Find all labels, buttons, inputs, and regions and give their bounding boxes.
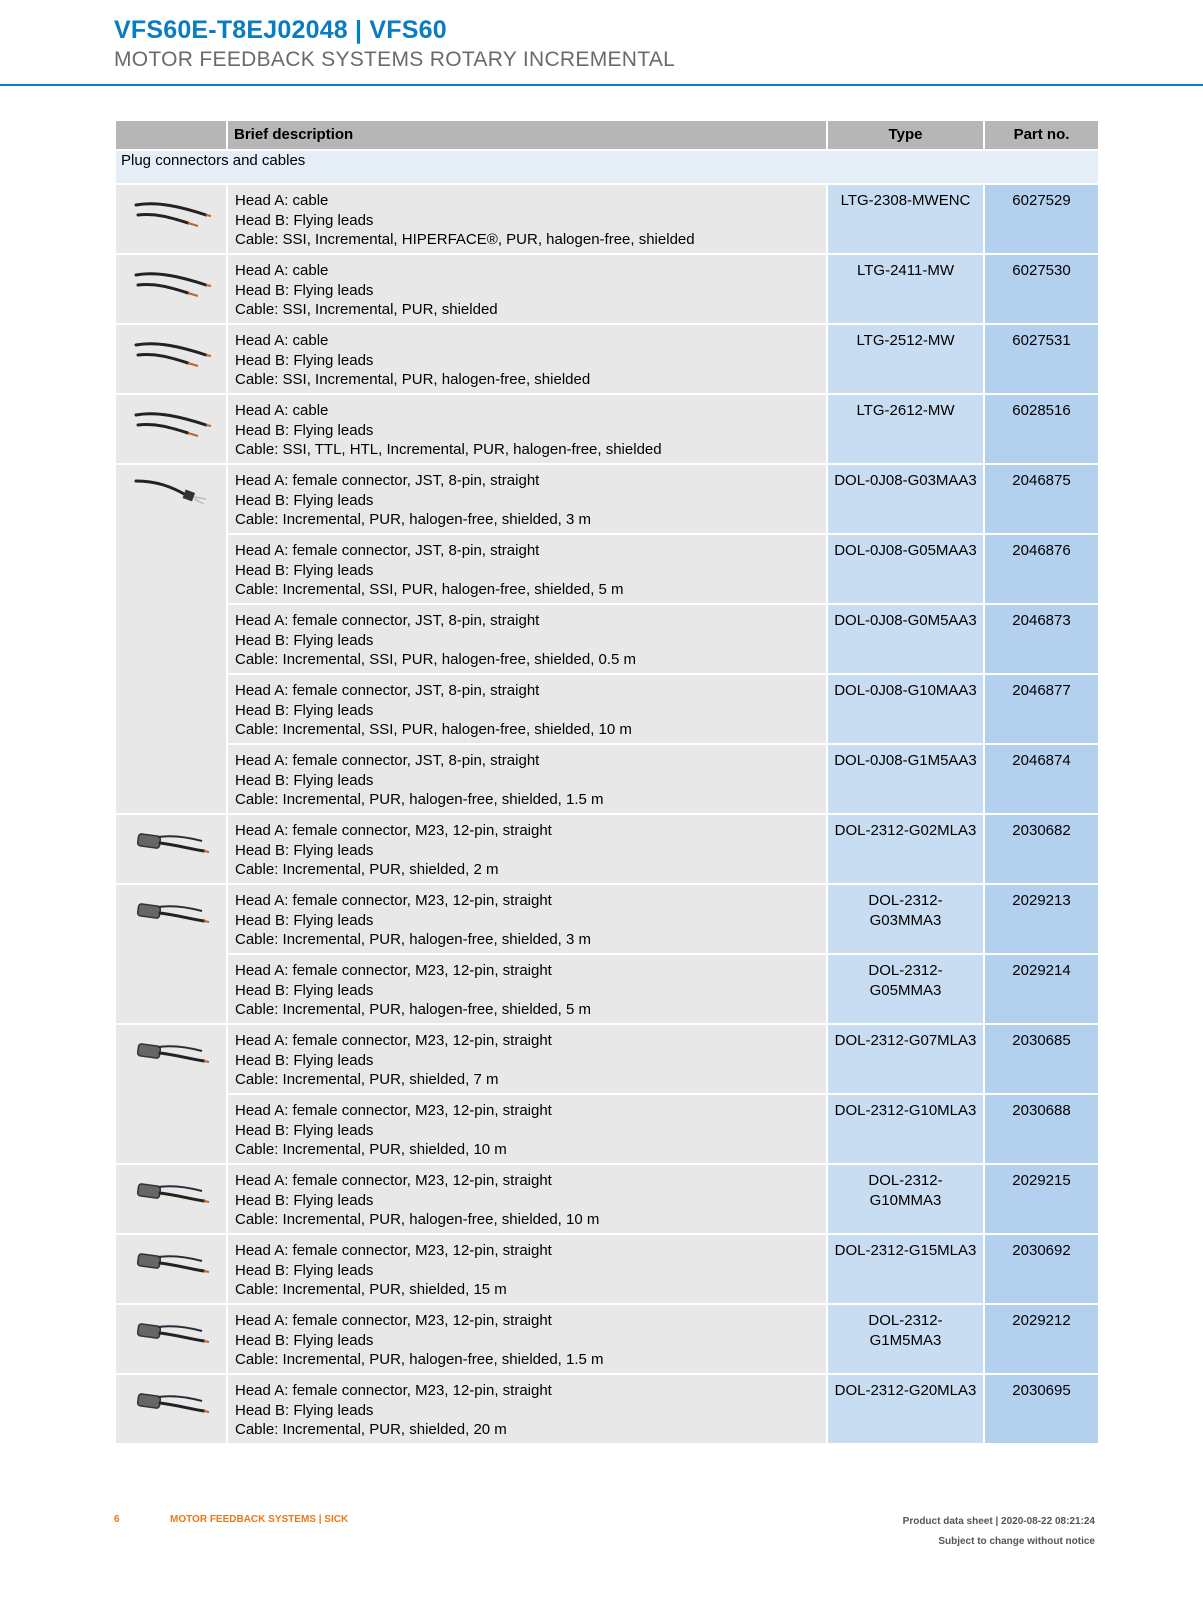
product-image-cell — [115, 464, 227, 814]
page-header — [114, 16, 675, 72]
description-cell — [227, 1024, 827, 1094]
part-number-cell: 2030688 — [984, 1094, 1099, 1164]
head-b-text: Head B: Flying leads — [235, 1401, 374, 1419]
head-b-text: Head B: Flying leads — [235, 561, 374, 579]
accessories-table — [114, 119, 1100, 1445]
cable-text: Cable: Incremental, SSI, PUR, halogen-free, shielded, 10 m — [235, 721, 632, 738]
cable-text: Cable: Incremental, PUR, shielded, 2 m — [235, 861, 499, 878]
table-row — [115, 604, 1099, 674]
table-row — [115, 954, 1099, 1024]
cable-text: Cable: SSI, Incremental, HIPERFACE®, PUR, halogen-free, shielded — [235, 231, 695, 248]
footer-brand: MOTOR FEEDBACK SYSTEMS | SICK — [170, 1514, 349, 1525]
part-number-cell: 2030685 — [984, 1024, 1099, 1094]
cable-text: Cable: Incremental, SSI, PUR, halogen-free, shielded, 0.5 m — [235, 651, 637, 668]
head-b-text: Head B: Flying leads — [235, 1261, 374, 1279]
type-cell: DOL-2312- G05MMA3 — [827, 954, 984, 1024]
type-cell: LTG-2512-MW — [827, 324, 984, 394]
table-row — [115, 534, 1099, 604]
cable-flying-leads-icon — [132, 263, 212, 309]
header-type: Type — [827, 120, 984, 150]
m23-connector-cable-icon — [132, 1313, 212, 1359]
product-image-cell — [115, 1024, 227, 1164]
table-row — [115, 184, 1099, 254]
cable-text: Cable: Incremental, PUR, shielded, 15 m — [235, 1281, 507, 1298]
table-row — [115, 464, 1099, 534]
cable-flying-leads-icon — [132, 333, 212, 379]
table-row — [115, 744, 1099, 814]
head-a-text: Head A: female connector, JST, 8-pin, straight — [235, 682, 540, 699]
part-number-cell: 6027530 — [984, 254, 1099, 324]
description-cell — [227, 954, 827, 1024]
table-row — [115, 1374, 1099, 1444]
description-cell — [227, 744, 827, 814]
part-number-cell: 2046873 — [984, 604, 1099, 674]
head-b-text: Head B: Flying leads — [235, 841, 374, 859]
table-row — [115, 1094, 1099, 1164]
page-subtitle: MOTOR FEEDBACK SYSTEMS ROTARY INCREMENTAL — [114, 48, 676, 71]
description-cell — [227, 1234, 827, 1304]
product-image-cell — [115, 814, 227, 884]
head-a-text: Head A: female connector, M23, 12-pin, straight — [235, 1172, 552, 1189]
type-cell: DOL-2312-G20MLA3 — [827, 1374, 984, 1444]
header-divider — [0, 84, 1203, 86]
product-image-cell — [115, 394, 227, 464]
type-cell: DOL-2312-G07MLA3 — [827, 1024, 984, 1094]
description-cell — [227, 604, 827, 674]
section-title: Plug connectors and cables — [115, 150, 1099, 184]
footer-notice: Subject to change without notice — [938, 1536, 1095, 1547]
description-cell — [227, 1164, 827, 1234]
description-cell — [227, 254, 827, 324]
type-cell: LTG-2411-MW — [827, 254, 984, 324]
product-image-cell — [115, 1374, 227, 1444]
table-row — [115, 814, 1099, 884]
head-a-text: Head A: cable — [235, 332, 329, 349]
m23-connector-cable-icon — [132, 1243, 212, 1289]
description-cell — [227, 394, 827, 464]
type-cell: DOL-0J08-G0M5AA3 — [827, 604, 984, 674]
part-number-cell: 2046876 — [984, 534, 1099, 604]
head-a-text: Head A: female connector, M23, 12-pin, straight — [235, 1312, 552, 1329]
head-b-text: Head B: Flying leads — [235, 771, 374, 789]
footer-sheet-info: Product data sheet | 2020-08-22 08:21:24 — [902, 1516, 1095, 1527]
head-b-text: Head B: Flying leads — [235, 421, 374, 439]
head-b-text: Head B: Flying leads — [235, 1191, 374, 1209]
part-number-cell: 2029213 — [984, 884, 1099, 954]
description-cell — [227, 884, 827, 954]
m23-connector-cable-icon — [132, 893, 212, 939]
part-number-cell: 2046877 — [984, 674, 1099, 744]
head-a-text: Head A: female connector, M23, 12-pin, straight — [235, 1102, 552, 1119]
type-cell: LTG-2612-MW — [827, 394, 984, 464]
page-number: 6 — [114, 1514, 120, 1525]
cable-text: Cable: Incremental, SSI, PUR, halogen-free, shielded, 5 m — [235, 581, 624, 598]
header-image-cell — [115, 120, 227, 150]
head-b-text: Head B: Flying leads — [235, 1121, 374, 1139]
m23-connector-cable-icon — [132, 1173, 212, 1219]
type-cell: DOL-0J08-G03MAA3 — [827, 464, 984, 534]
header-description: Brief description — [227, 120, 827, 150]
head-b-text: Head B: Flying leads — [235, 701, 374, 719]
head-a-text: Head A: female connector, M23, 12-pin, straight — [235, 962, 552, 979]
type-cell: DOL-0J08-G1M5AA3 — [827, 744, 984, 814]
type-cell: DOL-2312-G15MLA3 — [827, 1234, 984, 1304]
head-a-text: Head A: female connector, JST, 8-pin, straight — [235, 542, 540, 559]
product-image-cell — [115, 884, 227, 1024]
table-row — [115, 1304, 1099, 1374]
table-row — [115, 394, 1099, 464]
head-b-text: Head B: Flying leads — [235, 911, 374, 929]
head-a-text: Head A: female connector, M23, 12-pin, straight — [235, 892, 552, 909]
head-b-text: Head B: Flying leads — [235, 211, 374, 229]
cable-text: Cable: SSI, Incremental, PUR, shielded — [235, 301, 498, 318]
type-cell: LTG-2308-MWENC — [827, 184, 984, 254]
description-cell — [227, 1374, 827, 1444]
jst-connector-cable-icon — [132, 473, 212, 519]
head-b-text: Head B: Flying leads — [235, 1051, 374, 1069]
m23-connector-cable-icon — [132, 1383, 212, 1429]
table-row — [115, 324, 1099, 394]
table-row — [115, 884, 1099, 954]
description-cell — [227, 1094, 827, 1164]
cable-flying-leads-icon — [132, 403, 212, 449]
head-a-text: Head A: cable — [235, 192, 329, 209]
description-cell — [227, 674, 827, 744]
head-a-text: Head A: female connector, M23, 12-pin, straight — [235, 1032, 552, 1049]
head-b-text: Head B: Flying leads — [235, 281, 374, 299]
part-number-cell: 6027529 — [984, 184, 1099, 254]
description-cell — [227, 324, 827, 394]
cable-text: Cable: Incremental, PUR, halogen-free, shielded, 1.5 m — [235, 1351, 604, 1368]
head-a-text: Head A: female connector, JST, 8-pin, straight — [235, 472, 540, 489]
cable-text: Cable: Incremental, PUR, shielded, 7 m — [235, 1071, 499, 1088]
cable-text: Cable: Incremental, PUR, halogen-free, shielded, 5 m — [235, 1001, 592, 1018]
product-image-cell — [115, 254, 227, 324]
type-cell: DOL-0J08-G10MAA3 — [827, 674, 984, 744]
head-b-text: Head B: Flying leads — [235, 491, 374, 509]
head-a-text: Head A: female connector, M23, 12-pin, straight — [235, 1242, 552, 1259]
type-cell: DOL-2312-G10MLA3 — [827, 1094, 984, 1164]
part-number-cell: 2029214 — [984, 954, 1099, 1024]
cable-text: Cable: Incremental, PUR, halogen-free, shielded, 10 m — [235, 1211, 600, 1228]
part-number-cell: 2046874 — [984, 744, 1099, 814]
part-number-cell: 2030692 — [984, 1234, 1099, 1304]
head-a-text: Head A: female connector, JST, 8-pin, straight — [235, 752, 540, 769]
part-number-cell: 2030682 — [984, 814, 1099, 884]
head-b-text: Head B: Flying leads — [235, 351, 374, 369]
cable-text: Cable: Incremental, PUR, halogen-free, shielded, 1.5 m — [235, 791, 604, 808]
cable-text: Cable: Incremental, PUR, shielded, 10 m — [235, 1141, 507, 1158]
table-row — [115, 674, 1099, 744]
head-b-text: Head B: Flying leads — [235, 631, 374, 649]
type-cell: DOL-2312-G02MLA3 — [827, 814, 984, 884]
header-part-no: Part no. — [984, 120, 1099, 150]
part-number-cell: 6027531 — [984, 324, 1099, 394]
page-title: VFS60E-T8EJ02048 | VFS60 — [114, 16, 447, 44]
type-cell: DOL-2312- G1M5MA3 — [827, 1304, 984, 1374]
m23-connector-cable-icon — [132, 823, 212, 869]
description-cell — [227, 534, 827, 604]
head-a-text: Head A: cable — [235, 402, 329, 419]
type-cell: DOL-2312- G03MMA3 — [827, 884, 984, 954]
head-a-text: Head A: female connector, M23, 12-pin, straight — [235, 822, 552, 839]
m23-connector-cable-icon — [132, 1033, 212, 1079]
type-cell: DOL-0J08-G05MAA3 — [827, 534, 984, 604]
footer-right — [903, 1512, 1095, 1552]
product-image-cell — [115, 1304, 227, 1374]
head-b-text: Head B: Flying leads — [235, 1331, 374, 1349]
cable-text: Cable: SSI, TTL, HTL, Incremental, PUR, halogen-free, shielded — [235, 441, 662, 458]
part-number-cell: 2029212 — [984, 1304, 1099, 1374]
head-a-text: Head A: female connector, JST, 8-pin, straight — [235, 612, 540, 629]
table-row — [115, 254, 1099, 324]
table-row — [115, 1024, 1099, 1094]
part-number-cell: 2030695 — [984, 1374, 1099, 1444]
product-image-cell — [115, 324, 227, 394]
cable-text: Cable: Incremental, PUR, halogen-free, shielded, 3 m — [235, 931, 592, 948]
type-cell: DOL-2312- G10MMA3 — [827, 1164, 984, 1234]
head-a-text: Head A: cable — [235, 262, 329, 279]
part-number-cell: 2029215 — [984, 1164, 1099, 1234]
description-cell — [227, 1304, 827, 1374]
description-cell — [227, 464, 827, 534]
description-cell — [227, 184, 827, 254]
cable-text: Cable: Incremental, PUR, shielded, 20 m — [235, 1421, 507, 1438]
footer-left — [114, 1514, 348, 1525]
product-image-cell — [115, 1164, 227, 1234]
table-row — [115, 1234, 1099, 1304]
table-row — [115, 1164, 1099, 1234]
head-a-text: Head A: female connector, M23, 12-pin, straight — [235, 1382, 552, 1399]
section-row — [115, 150, 1099, 184]
head-b-text: Head B: Flying leads — [235, 981, 374, 999]
product-image-cell — [115, 1234, 227, 1304]
table-header-row — [115, 120, 1099, 150]
cable-text: Cable: SSI, Incremental, PUR, halogen-free, shielded — [235, 371, 591, 388]
cable-flying-leads-icon — [132, 193, 212, 239]
cable-text: Cable: Incremental, PUR, halogen-free, shielded, 3 m — [235, 511, 592, 528]
product-image-cell — [115, 184, 227, 254]
description-cell — [227, 814, 827, 884]
part-number-cell: 2046875 — [984, 464, 1099, 534]
part-number-cell: 6028516 — [984, 394, 1099, 464]
